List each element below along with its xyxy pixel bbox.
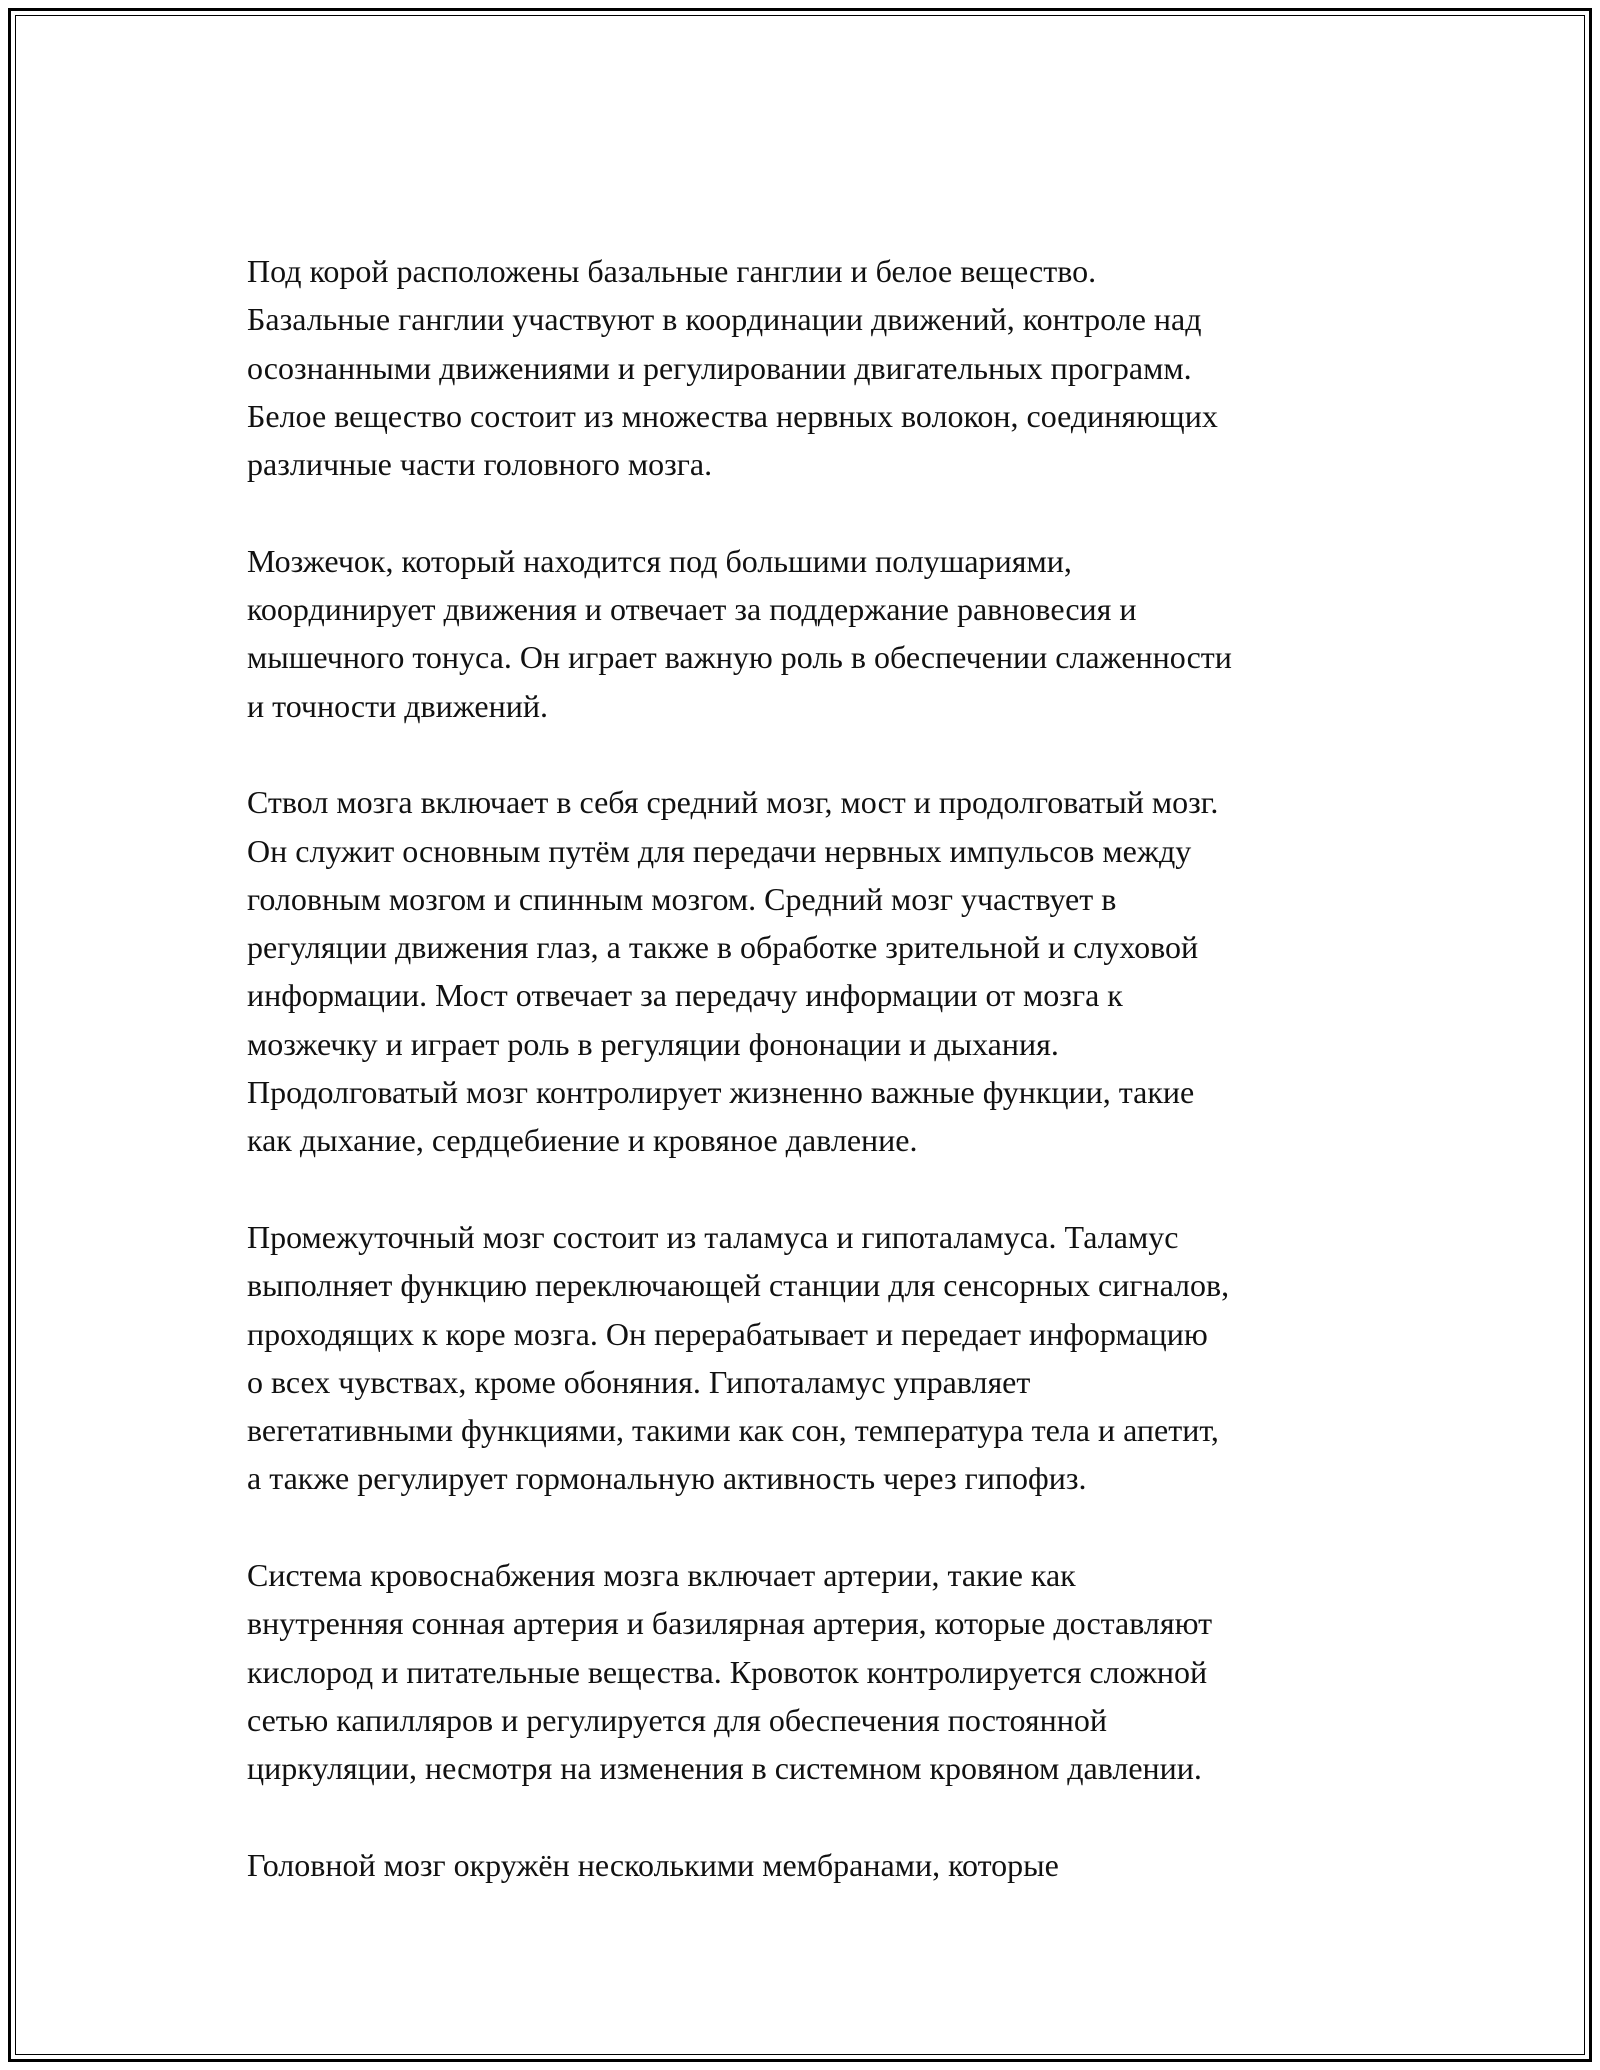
text-line: Ствол мозга включает в себя средний мозг, мост и продолговатый мозг. (247, 784, 1219, 821)
page-border (8, 8, 1592, 2062)
text-line: Под корой расположены базальные ганглии и белое вещество. (247, 253, 1097, 289)
text-line: как дыхание, сердцебиение и кровяное давление. (247, 1122, 918, 1159)
text-line: Система кровоснабжения мозга включает артерии, такие как (247, 1557, 1076, 1594)
text-line: Он служит основным путём для передачи нервных импульсов между (247, 832, 1192, 869)
text-line: Мозжечок, который находится под большими полушариями, (247, 542, 1072, 579)
text-line: Базальные ганглии участвуют в координации движений, контроле над (247, 301, 1202, 338)
text-line: информации. Мост отвечает за передачу информации от мозга к (247, 977, 1123, 1014)
text-line: регуляции движения глаз, а также в обработке зрительной и слуховой (247, 929, 1199, 966)
text-line: осознанными движениями и регулировании двигательных программ. (247, 349, 1192, 386)
text-line: мышечного тонуса. Он играет важную роль в обеспечении слаженности (247, 639, 1232, 676)
text-line: Промежуточный мозг состоит из таламуса и гипоталамуса. Таламус (247, 1218, 1179, 1255)
paragraph-basal-ganglia (247, 247, 1407, 488)
text-line: Белое вещество состоит из множества нервных волокон, соединяющих (247, 397, 1218, 434)
paragraph-blood-supply (247, 1551, 1407, 1792)
text-line: и точности движений. (247, 687, 548, 724)
text-line: выполняет функцию переключающей станции для сенсорных сигналов, (247, 1267, 1230, 1304)
text-line: мозжечку и играет роль в регуляции фононации и дыхания. (247, 1025, 1059, 1062)
text-line: циркуляции, несмотря на изменения в системном кровяном давлении. (247, 1750, 1202, 1787)
text-line: кислород и питательные вещества. Кровоток контролируется сложной (247, 1653, 1208, 1690)
paragraph-cerebellum (247, 537, 1407, 730)
text-line: Продолговатый мозг контролирует жизненно важные функции, такие (247, 1074, 1195, 1111)
paragraph-brainstem (247, 778, 1407, 1164)
text-line: а также регулирует гормональную активность через гипофиз. (247, 1460, 1087, 1497)
text-line: внутренняя сонная артерия и базилярная артерия, которые доставляют (247, 1605, 1213, 1642)
text-line: проходящих к коре мозга. Он перерабатывает и передает информацию (247, 1315, 1208, 1352)
text-line: головным мозгом и спинным мозгом. Средний мозг участвует в (247, 880, 1117, 917)
text-line: координирует движения и отвечает за поддержание равновесия и (247, 591, 1137, 628)
text-line: Головной мозг окружён несколькими мембранами, которые (247, 1846, 1059, 1883)
text-line: о всех чувствах, кроме обоняния. Гипоталамус управляет (247, 1363, 1031, 1400)
text-line: сетью капилляров и регулируется для обеспечения постоянной (247, 1701, 1107, 1738)
document-body (247, 247, 1407, 1937)
paragraph-diencephalon (247, 1213, 1407, 1503)
paragraph-meninges (247, 1841, 1407, 1889)
text-line: вегетативными функциями, такими как сон, температура тела и апетит, (247, 1412, 1219, 1449)
text-line: различные части головного мозга. (247, 446, 713, 483)
